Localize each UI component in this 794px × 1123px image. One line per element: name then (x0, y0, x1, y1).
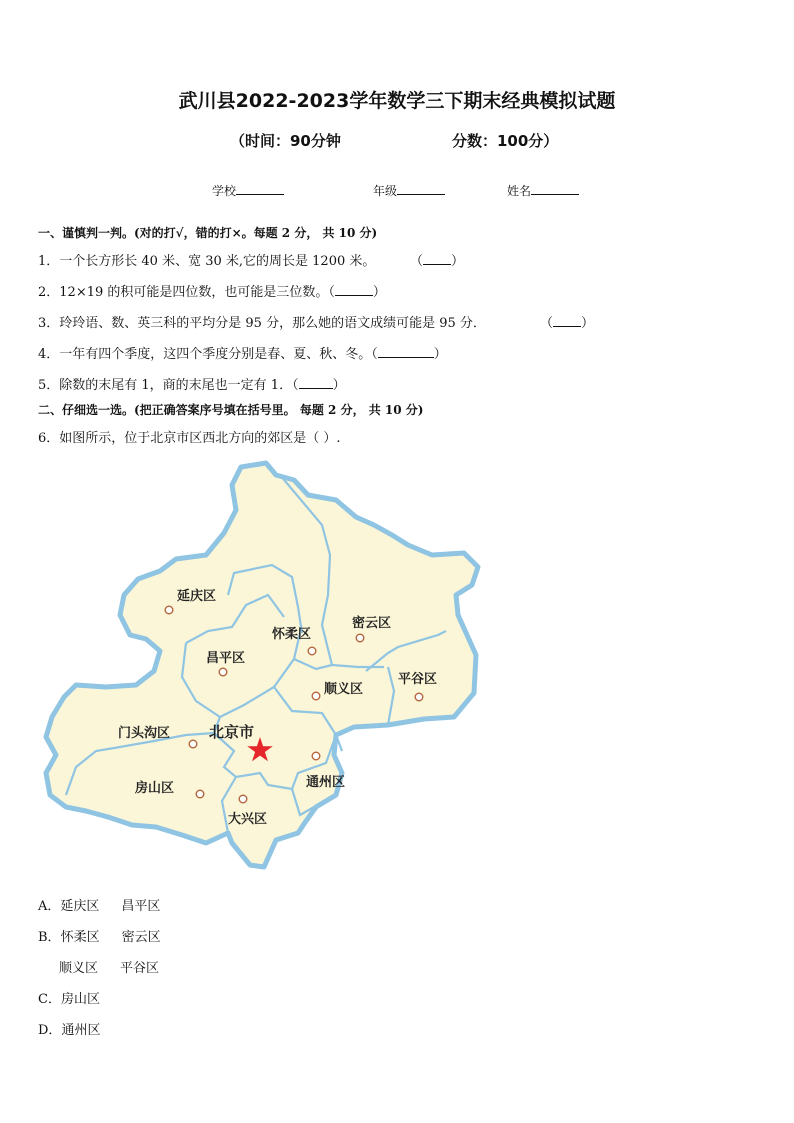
label-beijing: 北京市 (209, 723, 255, 741)
question-6: 6．如图所示，位于北京市区西北方向的郊区是（ ）. (38, 431, 341, 446)
name-blank[interactable] (531, 182, 579, 195)
label-mentougou: 门头沟区 (118, 726, 171, 741)
label-changping: 昌平区 (206, 651, 246, 666)
label-miyun: 密云区 (352, 616, 392, 631)
pinggu-dot (415, 693, 423, 701)
label-huairou: 怀柔区 (272, 627, 312, 642)
answer-1[interactable]: （ ） (410, 254, 465, 269)
question-3: 3．玲玲语、数、英三科的平均分是 95 分，那么她的语文成绩可能是 95 分． (38, 316, 486, 331)
label-daxing: 大兴区 (228, 812, 268, 827)
grade-blank[interactable] (397, 182, 445, 195)
grade-label: 年级 (373, 184, 398, 198)
label-pinggu: 平谷区 (398, 672, 438, 687)
tongzhou-dot (312, 752, 320, 760)
label-yanqing: 延庆区 (177, 589, 217, 604)
label-tongzhou: 通州区 (306, 775, 346, 790)
answer-5[interactable]: （ ） (292, 378, 346, 393)
fangshan-dot (196, 790, 204, 798)
question-1: 1．一个长方形长 40 米、宽 30 米,它的周长是 1200 米。 (38, 254, 376, 269)
question-4: 4．一年有四个季度，这四个季度分别是春、夏、秋、冬。（ ） (38, 347, 447, 362)
option-b-line2[interactable]: 顺义区 平谷区 (59, 961, 160, 976)
label-shunyi: 顺义区 (324, 682, 364, 697)
option-b[interactable]: B．怀柔区 密云区 (38, 930, 161, 945)
question-2: 2．12×19 的积可能是四位数，也可能是三位数。（ ） (38, 285, 386, 300)
exam-score: 分数：100分） (452, 132, 559, 150)
miyun-dot (356, 634, 364, 642)
option-c[interactable]: C．房山区 (38, 992, 100, 1007)
map-outline (46, 463, 478, 867)
school-label: 学校 (212, 184, 237, 198)
option-d[interactable]: D．通州区 (38, 1023, 101, 1038)
huairou-dot (308, 647, 316, 655)
changping-dot (219, 668, 227, 676)
answer-4[interactable]: （ ） (371, 347, 447, 362)
exam-time: （时间：90分钟 (230, 132, 341, 150)
section2-heading: 二、仔细选一选。(把正确答案序号填在括号里。 每题 2 分， 共 10 分) (38, 403, 424, 417)
option-a[interactable]: A．延庆区 昌平区 (38, 899, 161, 914)
name-field (507, 182, 579, 199)
school-blank[interactable] (236, 182, 284, 195)
page-title: 武川县2022-2023学年数学三下期末经典模拟试题 (178, 90, 616, 112)
daxing-dot (239, 795, 247, 803)
name-label: 姓名 (507, 184, 532, 198)
grade-field (373, 182, 445, 199)
answer-2[interactable]: （ ） (328, 285, 386, 300)
question-5: 5．除数的末尾有 1，商的末尾也一定有 1．（ ） (38, 378, 346, 393)
mentougou-dot (189, 740, 197, 748)
section1-heading: 一、谨慎判一判。(对的打√，错的打×。每题 2 分， 共 10 分) (38, 226, 378, 240)
yanqing-dot (165, 606, 173, 614)
answer-3[interactable]: （ ） (540, 316, 595, 331)
shunyi-dot (312, 692, 320, 700)
beijing-district-map (36, 455, 516, 885)
label-fangshan: 房山区 (135, 781, 175, 796)
school-field (212, 182, 284, 199)
